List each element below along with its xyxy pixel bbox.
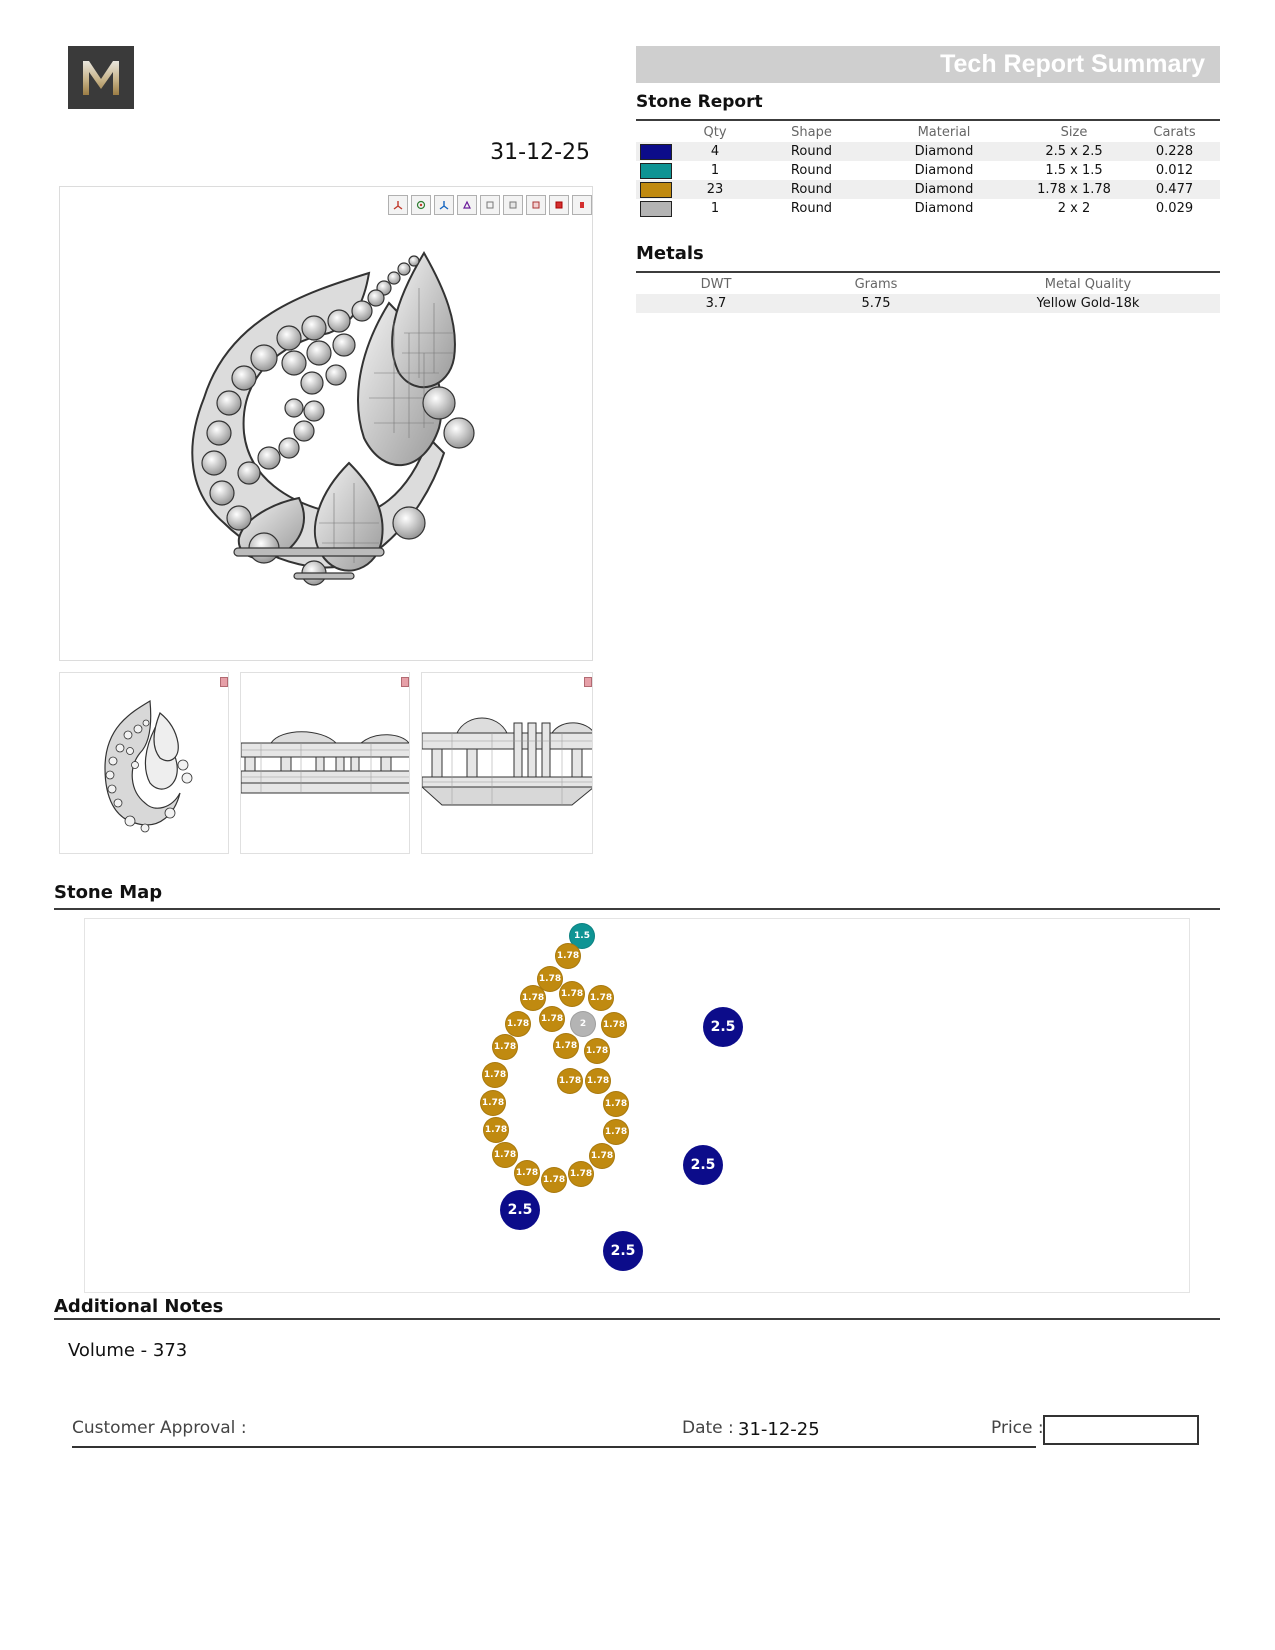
metals-rule [636, 271, 1220, 273]
additional-notes-title: Additional Notes [54, 1296, 224, 1317]
stone-marker: 1.78 [537, 966, 563, 992]
qty-cell: 1 [710, 163, 720, 178]
view-marker-icon [220, 677, 228, 687]
material-cell: Diamond [914, 163, 974, 178]
size-cell: 2 x 2 [1057, 201, 1091, 216]
report-title: Tech Report Summary [940, 50, 1205, 78]
column-header: Material [917, 124, 971, 140]
thumbnail-front-view[interactable] [240, 672, 410, 854]
carats-cell: 0.029 [1155, 201, 1194, 216]
stone-marker: 1.78 [553, 1033, 579, 1059]
qty-cell: 4 [676, 142, 754, 161]
color-swatch [640, 144, 672, 160]
box-rendered-icon[interactable] [526, 195, 546, 215]
stone-marker: 1.78 [603, 1119, 629, 1145]
stone-marker: 2.5 [500, 1190, 540, 1230]
more-icon[interactable] [572, 195, 592, 215]
view-marker-icon [401, 677, 409, 687]
column-header: Shape [791, 124, 832, 140]
stone-marker: 1.78 [555, 943, 581, 969]
metals-header-row [636, 274, 1220, 294]
company-logo [68, 46, 134, 109]
stone-marker: 1.78 [539, 1006, 565, 1032]
thumbnail-side-image [422, 673, 593, 854]
stone-marker: 1.78 [483, 1117, 509, 1143]
approval-signature-line [72, 1446, 1036, 1448]
table-row [636, 294, 1220, 313]
stone-marker: 2.5 [603, 1231, 643, 1271]
report-date: 31-12-25 [490, 140, 590, 165]
material-cell: Diamond [869, 142, 1019, 161]
material-cell: Diamond [869, 180, 1019, 199]
stone-marker: 1.78 [514, 1160, 540, 1186]
report-title-bar [636, 46, 1220, 83]
pendant-render [60, 187, 593, 661]
column-header: Qty [703, 124, 727, 140]
shape-cell: Round [754, 180, 869, 199]
price-label: Price : [991, 1418, 1044, 1438]
qty-cell: 23 [676, 180, 754, 199]
stone-map-title: Stone Map [54, 882, 163, 903]
column-header: Size [1060, 124, 1088, 140]
column-header: Grams [854, 276, 898, 292]
stone-marker: 1.78 [520, 985, 546, 1011]
stone-marker: 2.5 [703, 1007, 743, 1047]
shape-cell: Round [754, 142, 869, 161]
stone-report-rule [636, 119, 1220, 121]
stone-marker: 1.78 [585, 1068, 611, 1094]
thumbnail-top-view[interactable] [59, 672, 229, 854]
stone-map [84, 918, 1190, 1293]
date-label: Date : [682, 1418, 734, 1438]
stone-marker: 1.78 [492, 1142, 518, 1168]
thumbnail-front-image [241, 673, 410, 854]
notes-text: Volume - 373 [68, 1340, 188, 1361]
size-cell: 2.5 x 2.5 [1019, 142, 1129, 161]
stone-report-title: Stone Report [636, 92, 763, 112]
shape-cell: Round [790, 163, 833, 178]
customer-approval-label: Customer Approval : [72, 1418, 247, 1438]
metals-table [636, 274, 1220, 313]
thumbnail-side-view[interactable] [421, 672, 593, 854]
color-swatch [640, 201, 672, 217]
stone-map-rule [54, 908, 1220, 910]
metals-title: Metals [636, 243, 704, 264]
stone-marker: 1.78 [492, 1034, 518, 1060]
color-swatch [640, 163, 672, 179]
carats-cell: 0.228 [1129, 142, 1220, 161]
carats-cell: 0.012 [1155, 163, 1194, 178]
material-cell: Diamond [914, 201, 974, 216]
box-red-icon[interactable] [549, 195, 569, 215]
thumbnail-pendant-image [60, 673, 229, 854]
column-header: Metal Quality [1044, 276, 1132, 292]
qty-cell: 1 [710, 201, 720, 216]
stone-marker: 1.5 [569, 923, 595, 949]
price-field[interactable] [1043, 1415, 1199, 1445]
stone-marker: 1.78 [584, 1038, 610, 1064]
table-row [636, 180, 1220, 199]
table-row [636, 161, 1220, 180]
stone-marker: 2 [570, 1011, 596, 1037]
zoom-icon[interactable] [457, 195, 477, 215]
pan-icon[interactable] [434, 195, 454, 215]
stone-marker: 1.78 [559, 981, 585, 1007]
box-shaded-icon[interactable] [503, 195, 523, 215]
main-3d-view[interactable] [59, 186, 593, 661]
stone-marker: 2.5 [683, 1145, 723, 1185]
color-swatch [640, 182, 672, 198]
axes-icon[interactable] [388, 195, 408, 215]
stone-marker: 1.78 [568, 1161, 594, 1187]
view-marker-icon [584, 677, 592, 687]
grams-cell: 5.75 [796, 294, 956, 313]
stone-marker: 1.78 [482, 1062, 508, 1088]
approval-date-value: 31-12-25 [738, 1419, 820, 1440]
column-header: DWT [700, 276, 732, 292]
dwt-cell: 3.7 [636, 294, 796, 313]
stone-marker: 1.78 [589, 1143, 615, 1169]
view-toolbar [388, 195, 592, 215]
stone-marker: 1.78 [505, 1011, 531, 1037]
size-cell: 1.78 x 1.78 [1019, 180, 1129, 199]
stone-marker: 1.78 [601, 1012, 627, 1038]
box-wire-icon[interactable] [480, 195, 500, 215]
stone-marker: 1.78 [541, 1167, 567, 1193]
stone-report-header-row [636, 122, 1220, 142]
metal-quality-cell: Yellow Gold-18k [956, 294, 1220, 313]
shape-cell: Round [790, 201, 833, 216]
stone-report-table [636, 122, 1220, 218]
logo-m-mark [68, 46, 134, 109]
notes-rule [54, 1318, 1220, 1320]
stone-marker: 1.78 [603, 1091, 629, 1117]
stone-marker: 1.78 [557, 1068, 583, 1094]
table-row [636, 199, 1220, 218]
table-row [636, 142, 1220, 161]
stone-marker: 1.78 [588, 985, 614, 1011]
carats-cell: 0.477 [1129, 180, 1220, 199]
column-header: Carats [1153, 124, 1196, 140]
size-cell: 1.5 x 1.5 [1045, 163, 1103, 178]
stone-marker: 1.78 [480, 1090, 506, 1116]
rotate-icon[interactable] [411, 195, 431, 215]
